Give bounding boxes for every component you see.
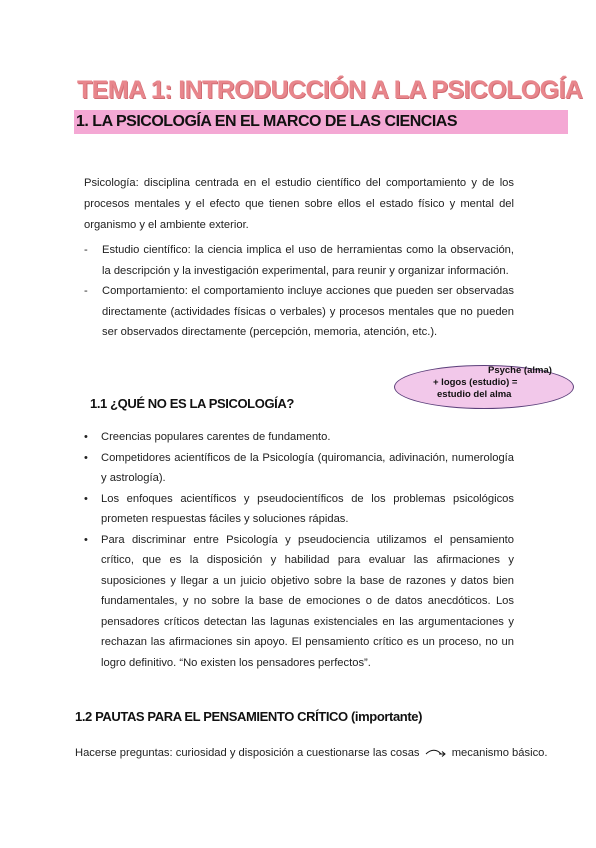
annotation-line: + logos (estudio) =	[433, 377, 518, 388]
section1-1-title: 1.1 ¿QUÉ NO ES LA PSICOLOGÍA?	[90, 396, 294, 411]
list-item-text: Para discriminar entre Psicología y pseudociencia utilizamos el pensamiento crítico, que es la disposición y habilidad para evaluar las afirmaciones y suposiciones y llegar a un juicio objetivo sobre la base de razones y datos bien fundamentales, y no sobre la base de emociones o de datos anecdóticos. Los pensadores críticos detectan las lagunas existenciales en las argumentaciones y rechazan las afirmaciones sin apoyo. El pensamiento crítico es un proceso, no un logro definitivo. “No existen los pensadores perfectos”.	[101, 533, 514, 669]
annotation-line: Psyche (alma)	[488, 365, 552, 376]
guideline-line	[75, 743, 575, 763]
bullet-marker: •	[84, 533, 88, 546]
list-item-text: Comportamiento: el comportamiento incluye acciones que pueden ser observadas directamente (actividades físicas o verbales) y procesos mentales que no pueden ser observados directamente (percepción, memoria, atención, etc.).	[102, 285, 514, 338]
guideline-result: mecanismo básico.	[451, 747, 548, 759]
dash-marker: -	[84, 285, 88, 297]
section1-2-title: 1.2 PAUTAS PARA EL PENSAMIENTO CRÍTICO (importante)	[75, 709, 423, 724]
bullet-list	[84, 427, 514, 673]
list-item	[84, 281, 514, 343]
list-item	[84, 240, 514, 281]
annotation-line: estudio del alma	[437, 389, 512, 400]
list-item	[84, 448, 514, 489]
bullet-marker: •	[84, 492, 88, 505]
list-item-text: Los enfoques acientíficos y pseudocientíficos de los problemas psicológicos prometen respuestas fáciles y soluciones rápidas.	[101, 492, 514, 525]
list-item-text: Creencias populares carentes de fundamento.	[101, 431, 331, 443]
dash-list	[84, 240, 514, 343]
list-item	[84, 530, 514, 674]
bullet-marker: •	[84, 431, 88, 443]
main-title: TEMA 1: INTRODUCCIÓN A LA PSICOLOGÍA	[77, 76, 583, 104]
intro-paragraph: Psicología: disciplina centrada en el estudio científico del comportamiento y de los procesos mentales y el efecto que tienen sobre ellos el estado físico y mental del organismo y el ambiente exterior.	[84, 177, 514, 231]
section1-title: 1. LA PSICOLOGÍA EN EL MARCO DE LAS CIENCIAS	[76, 113, 457, 130]
list-item	[84, 489, 514, 530]
list-item-text: Competidores acientíficos de la Psicología (quiromancia, adivinación, numerología y astrología).	[101, 451, 514, 484]
arrow-right-icon	[425, 748, 447, 758]
dash-marker: -	[84, 244, 88, 256]
list-item	[84, 427, 514, 448]
list-item-text: Estudio científico: la ciencia implica el uso de herramientas como la observación, la descripción y la investigación experimental, para reunir y organizar información.	[102, 244, 514, 277]
guideline-text: Hacerse preguntas: curiosidad y disposición a cuestionarse las cosas	[75, 747, 420, 759]
bullet-marker: •	[84, 451, 88, 464]
